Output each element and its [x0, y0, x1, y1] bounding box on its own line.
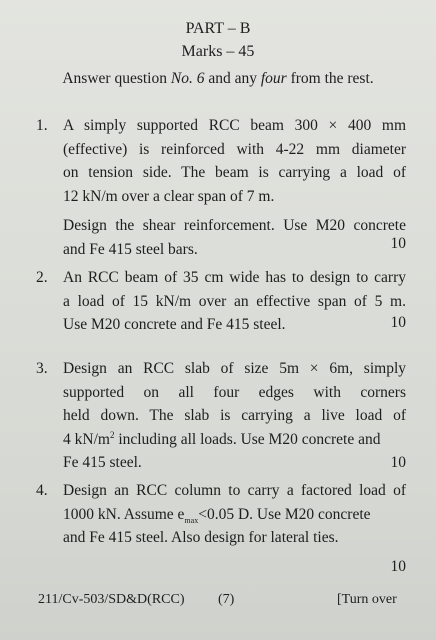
question-3 — [36, 357, 406, 475]
question-number: 3. — [36, 360, 48, 377]
question-text: including all loads. Use M20 concrete and — [114, 430, 381, 448]
footer-page-number: (7) — [218, 592, 235, 607]
question-marks-line — [63, 555, 406, 579]
subscript: max — [184, 515, 199, 525]
question-line-last — [63, 234, 406, 262]
question-line: An RCC beam of 35 cm wide has to design to carry — [63, 269, 406, 286]
question-4 — [36, 479, 406, 578]
instruction-four: four — [260, 70, 287, 87]
question-1 — [36, 114, 406, 261]
question-text: 4 kN/m — [63, 430, 110, 448]
question-line: Design an RCC column to carry a factored load of — [63, 482, 406, 499]
question-line: supported on all four edges with corners — [63, 383, 406, 401]
instruction-qno: No. 6 — [170, 70, 205, 87]
question-line: on tension side. The beam is carrying a load of — [63, 164, 406, 181]
instruction-mid: and any — [204, 70, 261, 87]
question-text: <0.05 D. Use M20 concrete — [198, 505, 371, 523]
question-line-last — [63, 451, 406, 475]
question-marks: 10 — [390, 454, 406, 471]
instruction-pre: Answer question — [62, 70, 171, 87]
question-number: 4. — [36, 482, 48, 499]
question-line-last — [63, 313, 406, 337]
question-2 — [36, 266, 406, 337]
question-text: Use M20 concrete and Fe 415 steel. — [63, 316, 286, 333]
question-number: 1. — [36, 117, 48, 134]
question-number: 2. — [36, 269, 48, 286]
question-line: (effective) is reinforced with 4-22 mm diameter — [63, 140, 406, 158]
marks-heading: Marks – 45 — [181, 43, 255, 60]
instruction-post: from the rest. — [286, 70, 374, 87]
question-line: Design an RCC slab of size 5m × 6m, simply — [63, 360, 406, 377]
question-line: Design the shear reinforcement. Use M20 concrete — [63, 217, 406, 234]
footer-turn-over: [Turn over — [337, 592, 397, 607]
question-text: Fe 415 steel. — [63, 454, 142, 471]
question-marks: 10 — [390, 234, 406, 252]
superscript: 2 — [109, 429, 115, 440]
question-line: and Fe 415 steel. Also design for lateral ties. — [63, 529, 339, 546]
question-line: a load of 15 kN/m over an effective span of 5 m. — [63, 292, 406, 310]
question-line — [63, 428, 406, 452]
question-line: held down. The slab is carrying a live load of — [63, 407, 406, 424]
question-line — [63, 503, 406, 527]
footer-code: 211/Cv-503/SD&D(RCC) — [38, 592, 185, 607]
question-text: 1000 kN. Assume e — [63, 505, 185, 523]
question-line: A simply supported RCC beam 300 × 400 mm — [63, 117, 406, 134]
question-line: 12 kN/m over a clear span of 7 m. — [63, 187, 275, 205]
part-heading: PART – B — [185, 20, 251, 37]
question-marks: 10 — [390, 557, 406, 575]
question-marks: 10 — [390, 314, 406, 331]
question-text: and Fe 415 steel bars. — [63, 240, 198, 258]
instruction-line — [0, 70, 436, 88]
